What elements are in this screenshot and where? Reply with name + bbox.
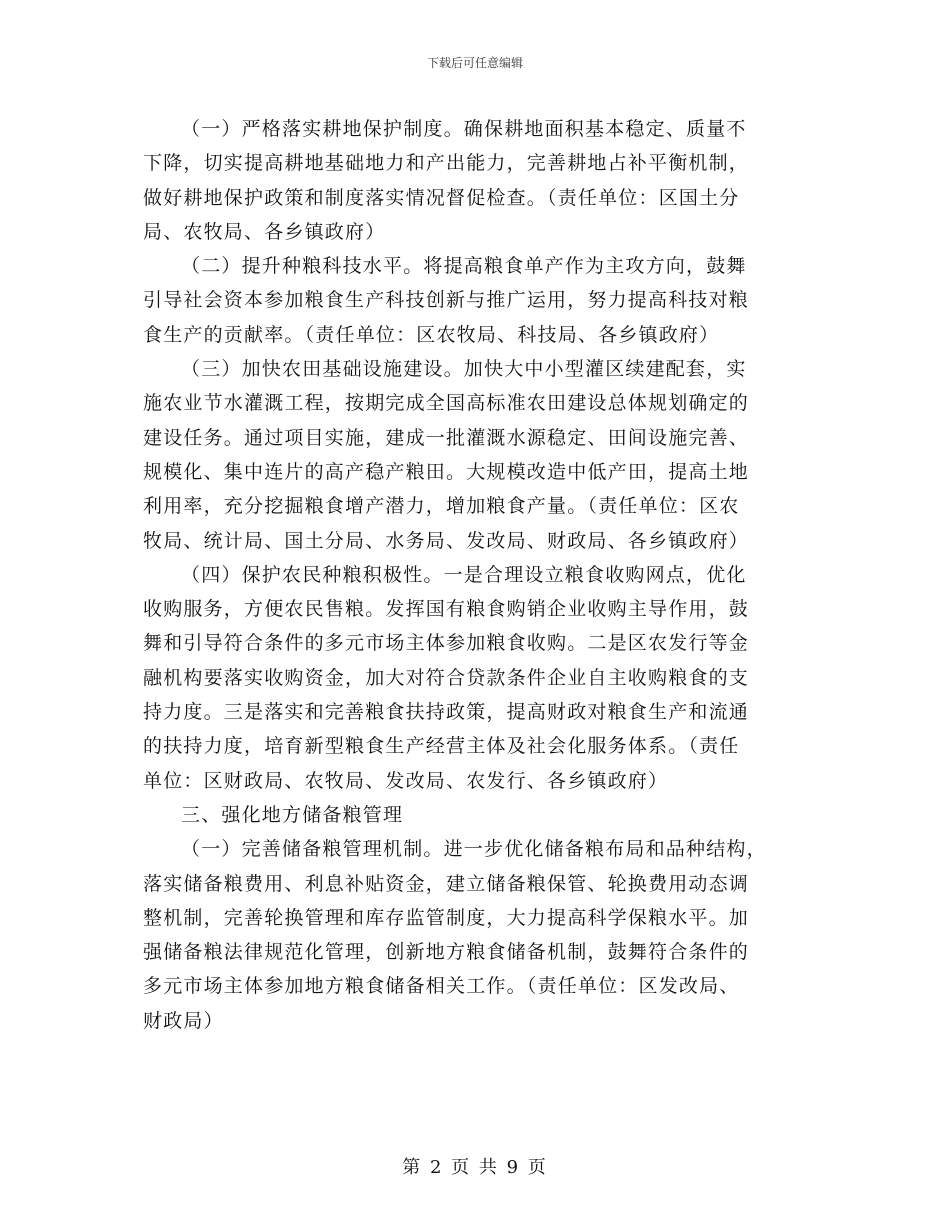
page-header: 下载后可任意编辑 [426, 56, 523, 70]
paragraph-reserve-management: （一）完善储备粮管理机制。进一步优化储备粮布局和品种结构， 落实储备粮费用、利息补贴资金，建立储备粮保管、轮换费用动态调 整机制，完善轮换管理和库存监管制度，大力提高科学保粮水平。加 强储备粮法律规范化管理，创新地方粮食储备机制，鼓舞符合条件的 多元市场主体参加地方粮食储备相关工作。（责任单位：区发改局、 财政局） [143, 838, 767, 1032]
document-body [143, 112, 811, 1038]
paragraph-farmer-incentives: （四）保护农民种粮积极性。一是合理设立粮食收购网点，优化 收购服务，方便农民售粮。发挥国有粮食购销企业收购主导作用，鼓 舞和引导符合条件的多元市场主体参加粮食收购。二是区农发行等金 融机构要落实收购资金，加大对符合贷款条件企业自主收购粮食的支 持力度。三是落实和完善粮食扶持政策，提高财政对粮食生产和流通 的扶持力度，培育新型粮食生产经营主体及社会化服务体系。（责任 单位：区财政局、农牧局、发改局、农发行、各乡镇政府） [143, 563, 750, 792]
paragraph-farmland-infrastructure: （三）加快农田基础设施建设。加快大中小型灌区续建配套，实 施农业节水灌溉工程，按期完成全国高标准农田建设总体规划确定的 建设任务。通过项目实施，建成一批灌溉水源稳定、田间设施完善、 规模化、集中连片的高产稳产粮田。大规模改造中低产田，提高土地 利用率，充分挖掘粮食增产潜力，增加粮食产量。（责任单位：区农 牧局、统计局、国土分局、水务局、发改局、财政局、各乡镇政府） [143, 358, 750, 552]
paragraph-farmland-protection: （一）严格落实耕地保护制度。确保耕地面积基本稳定、质量不 下降，切实提高耕地基础地力和产出能力，完善耕地占补平衡机制， 做好耕地保护政策和制度落实情况督促检查。（责任单位：区国土分 局、农牧局、各乡镇政府） [143, 118, 750, 243]
paragraph-grain-technology: （二）提升种粮科技水平。将提高粮食单产作为主攻方向，鼓舞 引导社会资本参加粮食生产科技创新与推广运用，努力提高科技对粮 食生产的贡献率。（责任单位：区农牧局、科技局、各乡镇政府） [143, 255, 750, 346]
section-heading: 三、强化地方储备粮管理 [181, 803, 404, 826]
page-number-footer: 第 2 页 共 9 页 [402, 1157, 548, 1178]
